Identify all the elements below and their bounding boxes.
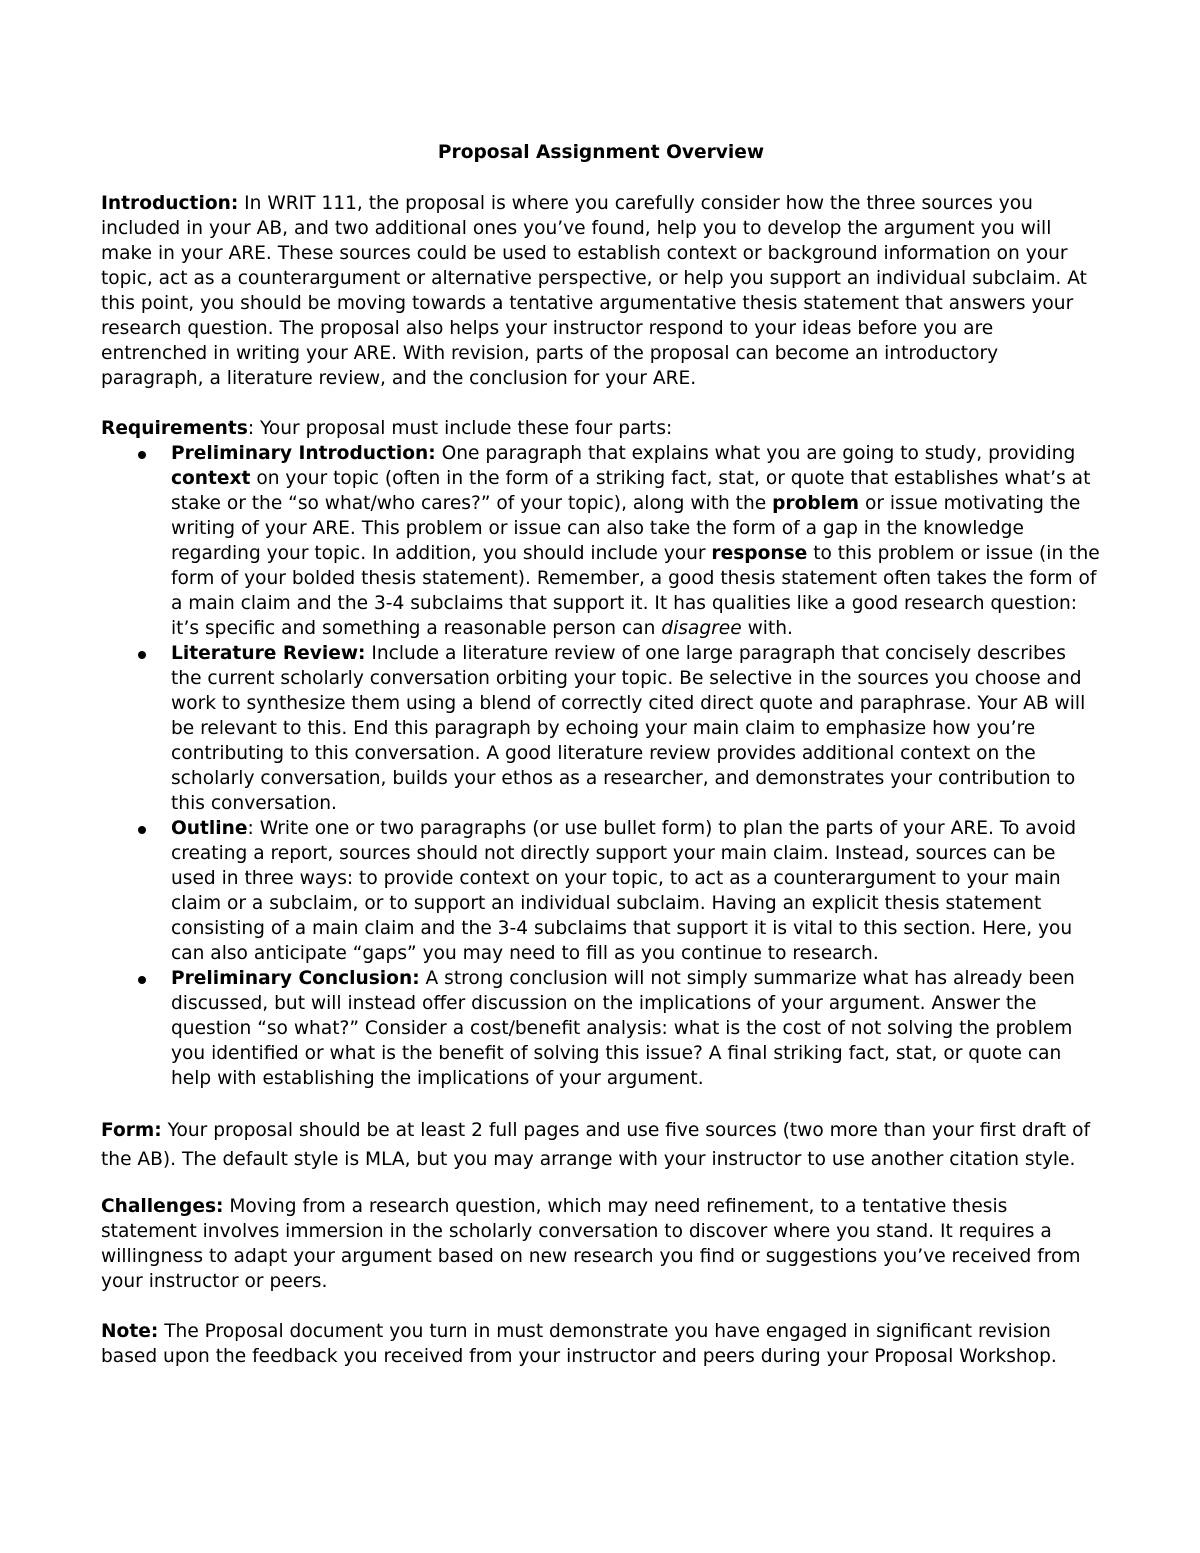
bullet-icon <box>138 651 146 659</box>
requirements-text: : Your proposal must include these four parts: <box>247 418 673 439</box>
note-paragraph <box>101 1319 1101 1369</box>
form-label: Form: <box>101 1120 162 1141</box>
item-label: Literature Review: <box>171 643 366 664</box>
note-text: The Proposal document you turn in must demonstrate you have engaged in significant revision based upon the feedback you received from your instructor and peers during your Proposal Workshop. <box>101 1321 1057 1367</box>
item-italic-term: disagree <box>661 618 742 639</box>
challenges-label: Challenges: <box>101 1196 224 1217</box>
item-text: : Write one or two paragraphs (or use bullet form) to plan the parts of your ARE. To avoid creating a report, sources should not directly support your main claim. Instead, sources can be used in three ways: to provide context on your topic, to act as a counterargument to your main claim or a subclaim, or to support an individual subclaim. Having an explicit thesis statement consisting of a main claim and the 3-4 subclaims that support it is vital to this section. Here, you can also anticipate “gaps” you may need to fill as you continue to research. <box>171 818 1077 964</box>
item-text: on your topic (often in the form of a striking fact, stat, or quote that establishes what’s at stake or the “so what/who cares?” of your topic), along with the <box>171 468 1091 514</box>
page-title: Proposal Assignment Overview <box>437 142 765 163</box>
bullet-icon <box>138 976 146 984</box>
requirements-list <box>101 441 1101 1091</box>
bullet-icon <box>138 451 146 459</box>
item-text: or issue motivating the writing of your ARE. This problem or issue can also take the form of a gap in the knowledge regarding your topic. In addition, you should include your <box>171 493 1081 564</box>
item-text: Include a literature review of one large paragraph that concisely describes the current scholarly conversation orbiting your topic. Be selective in the sources you choose and work to synthesize them using a blend of correctly cited direct quote and paraphrase. Your AB will be relevant to this. End this paragraph by echoing your main claim to emphasize how you’re contributing to this conversation. A good literature review provides additional context on the scholarly conversation, builds your ethos as a researcher, and demonstrates your contribution to this conversation. <box>171 643 1086 814</box>
item-text: with. <box>741 618 793 639</box>
list-item-outline <box>101 816 1101 966</box>
item-bold-term: context <box>171 468 251 489</box>
list-item-preliminary-conclusion <box>101 966 1101 1091</box>
item-bold-term: problem <box>772 493 860 514</box>
list-item-literature-review <box>101 641 1101 816</box>
introduction-text: In WRIT 111, the proposal is where you carefully consider how the three sources you included in your AB, and two additional ones you’ve found, help you to develop the argument you will make in your ARE. These sources could be used to establish context or background information on your topic, act as a counterargument or alternative perspective, or help you support an individual subclaim. At this point, you should be moving towards a tentative argumentative thesis statement that answers your research question. The proposal also helps your instructor respond to your ideas before you are entrenched in writing your ARE. With revision, parts of the proposal can become an introductory paragraph, a literature review, and the conclusion for your ARE. <box>101 193 1087 389</box>
item-text: One paragraph that explains what you are going to study, providing <box>435 443 1076 464</box>
item-text: A strong conclusion will not simply summarize what has already been discussed, but will instead offer discussion on the implications of your argument. Answer the question “so what?” Consider a cost/benefit analysis: what is the cost of not solving the problem you identified or what is the benefit of solving this issue? A final striking fact, stat, or quote can help with establishing the implications of your argument. <box>171 968 1075 1089</box>
introduction-paragraph <box>101 191 1101 391</box>
challenges-paragraph <box>101 1194 1101 1294</box>
item-label: Preliminary Conclusion: <box>171 968 420 989</box>
introduction-label: Introduction: <box>101 193 239 214</box>
challenges-text: Moving from a research question, which may need refinement, to a tentative thesis statement involves immersion in the scholarly conversation to discover where you stand. It requires a willingness to adapt your argument based on new research you find or suggestions you’ve received from your instructor or peers. <box>101 1196 1081 1292</box>
item-text: to this problem or issue (in the form of your bolded thesis statement). Remember, a good thesis statement often takes the form of a main claim and the 3-4 subclaims that support it. It has qualities like a good research question: it’s specific and something a reasonable person can <box>171 543 1100 639</box>
document-page <box>101 140 1101 1394</box>
form-paragraph <box>101 1116 1101 1174</box>
item-bold-term: response <box>711 543 808 564</box>
requirements-label: Requirements <box>101 418 248 439</box>
item-label: Outline <box>171 818 248 839</box>
note-label: Note: <box>101 1321 159 1342</box>
bullet-icon <box>138 826 146 834</box>
requirements-paragraph <box>101 416 1101 441</box>
form-text: Your proposal should be at least 2 full pages and use five sources (two more than your first draft of the AB). The default style is MLA, but you may arrange with your instructor to use another citation style. <box>101 1120 1091 1170</box>
item-label: Preliminary Introduction: <box>171 443 436 464</box>
list-item-preliminary-introduction <box>101 441 1101 641</box>
